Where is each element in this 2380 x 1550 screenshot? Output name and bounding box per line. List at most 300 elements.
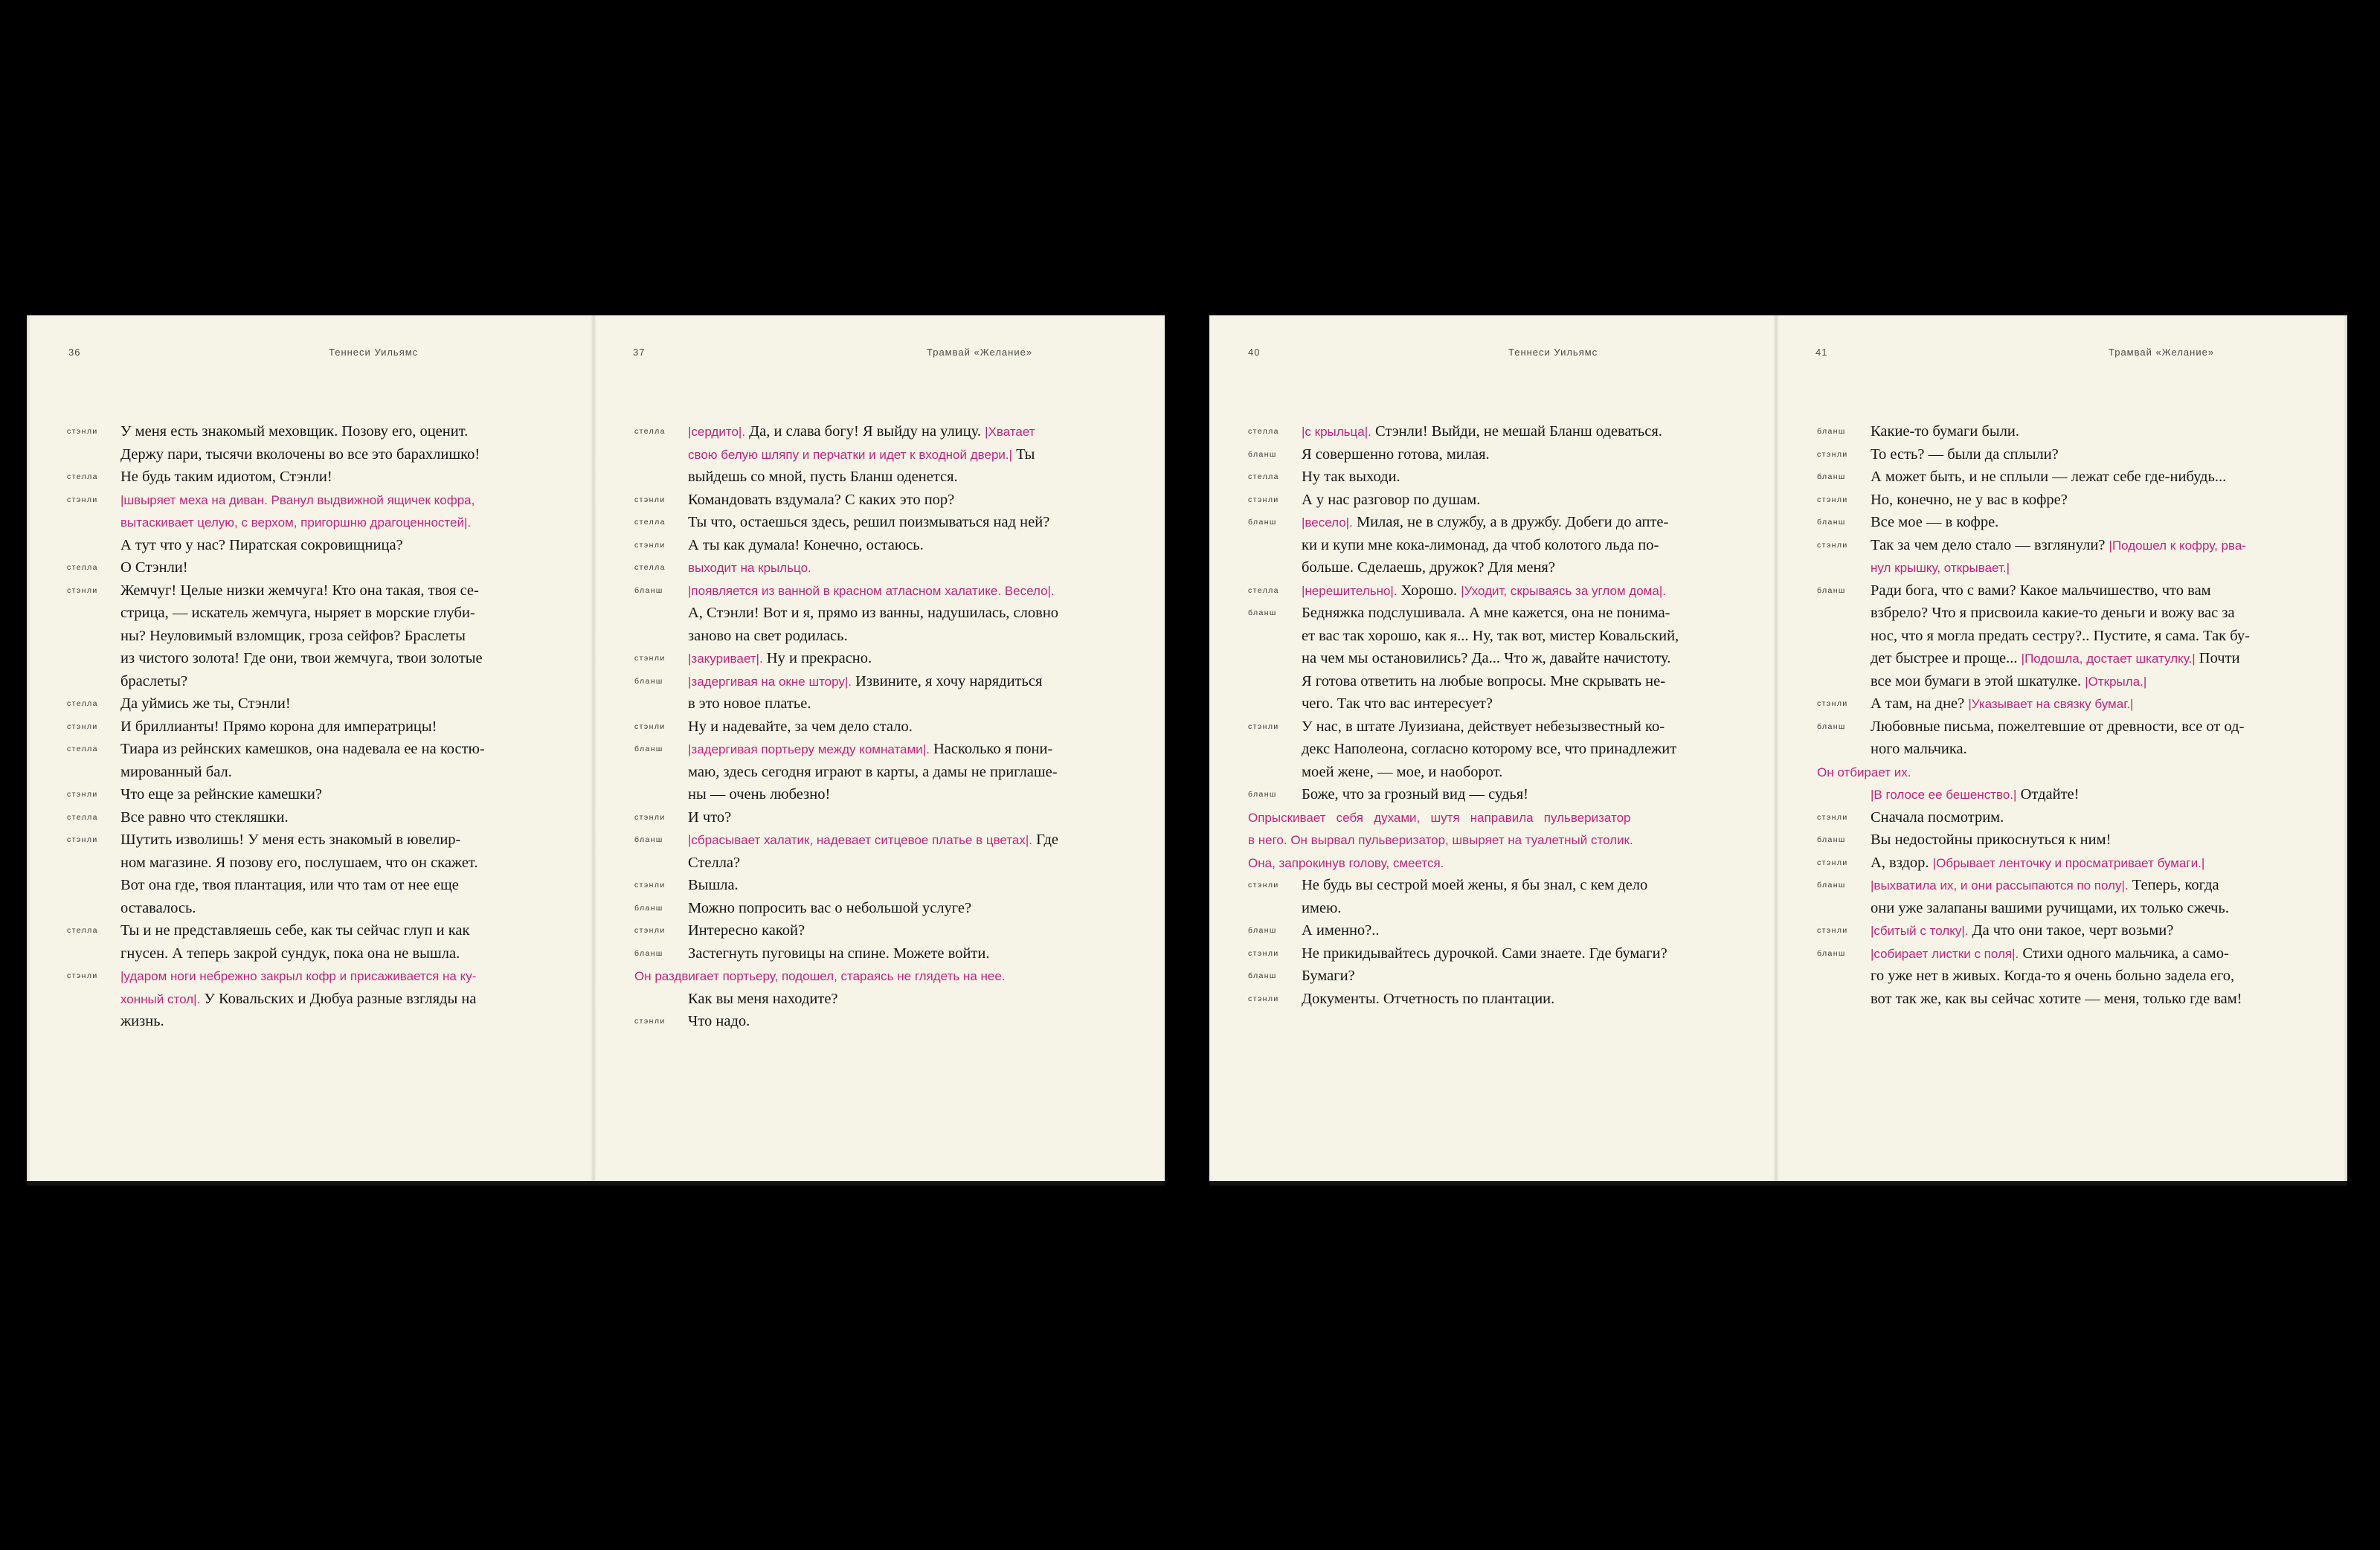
speaker-name: бланш	[1248, 449, 1277, 459]
stage-direction: |Указывает на связку бумаг.|	[1968, 697, 2134, 711]
dialogue-text: И бриллианты! Прямо корона для императрицы!	[120, 718, 437, 735]
text-line	[1248, 602, 1679, 625]
text-line	[634, 942, 1058, 965]
text-line	[1302, 534, 1679, 557]
text-line	[634, 1010, 1058, 1033]
dialogue-text: Ну и надевайте, за чем дело стало.	[688, 718, 913, 735]
text-line	[120, 534, 485, 557]
stage-direction: |сердито|.	[688, 425, 746, 439]
text-line	[1248, 829, 1679, 852]
text-line	[1248, 988, 1679, 1011]
text-line	[67, 466, 485, 489]
stage-direction: Он раздвигает портьеру, подошел, стараясь не глядеть на нее.	[634, 969, 1006, 983]
speaker-name: стэнли	[634, 926, 666, 935]
stage-direction: |сбитый с толку|.	[1871, 924, 1969, 938]
stage-direction: |собирает листки с поля|.	[1871, 946, 2019, 961]
dialogue-text: У нас, в штате Луизиана, действует небезызвестный ко-	[1302, 718, 1665, 735]
stage-direction: |швыряет меха на диван. Рванул выдвижной ящичек кофра,	[120, 492, 475, 507]
text-line	[1248, 874, 1679, 897]
stage-direction: Она, запрокинув голову, смеется.	[1248, 855, 1444, 870]
speaker-name: бланш	[1248, 971, 1277, 980]
text-line	[1871, 897, 2250, 920]
dialogue-text: Все мое — в кофре.	[1871, 514, 1999, 530]
stage-direction: |задергивая на окне штору|.	[688, 674, 852, 689]
text-line	[1817, 443, 2250, 466]
speaker-name: бланш	[1248, 926, 1277, 935]
text-line	[120, 942, 485, 965]
text-line	[120, 1010, 485, 1033]
dialogue-text: стрица, — искатель жемчуга, ныряет в морские глуби-	[120, 605, 475, 621]
dialogue-text: маю, здесь сегодня играют в карты, а дамы не приглаше-	[688, 763, 1058, 780]
dialogue-text: Теперь, когда	[2128, 877, 2219, 893]
stage-direction: свою белую шляпу и перчатки и идет к входной двери.|	[688, 447, 1013, 462]
text-line	[1817, 942, 2250, 965]
speaker-name: стелла	[67, 699, 98, 708]
speaker-name: бланш	[1248, 608, 1277, 617]
stage-direction: |нерешительно|.	[1302, 583, 1398, 598]
speaker-name: стелла	[67, 926, 98, 935]
text-line	[634, 420, 1058, 443]
text-line	[1871, 783, 2250, 806]
speaker-name: бланш	[634, 948, 663, 958]
text-line	[1817, 579, 2250, 602]
text-line	[634, 647, 1058, 670]
speaker-name: стэнли	[67, 721, 98, 731]
text-line	[1817, 829, 2250, 852]
speaker-name: бланш	[634, 903, 663, 913]
dialogue-text: в это новое платье.	[688, 695, 811, 712]
text-line	[1248, 806, 1679, 829]
speaker-name: стэнли	[67, 495, 98, 504]
text-line	[634, 829, 1058, 852]
dialogue-text: Вот она где, твоя плантация, или что там от нее еще	[120, 877, 459, 893]
dialogue-text: О Стэнли!	[120, 559, 188, 576]
speaker-name: стэнли	[1817, 858, 1848, 867]
text-line	[1248, 715, 1679, 739]
text-line	[688, 692, 1058, 715]
dialogue-text: Боже, что за грозный вид — судья!	[1302, 786, 1528, 803]
dialogue-text: декс Наполеона, согласно которому все, что принадлежит	[1302, 741, 1677, 757]
speaker-name: стэнли	[634, 881, 666, 890]
text-line	[67, 715, 485, 739]
stage-direction: |выхватила их, и они рассыпаются по полу|.	[1871, 878, 2129, 893]
text-line	[1302, 556, 1679, 579]
text-line	[1248, 420, 1679, 443]
speaker-name: стэнли	[1248, 721, 1279, 731]
text-line	[67, 919, 485, 942]
speaker-name: стэнли	[1248, 948, 1279, 958]
text-line	[688, 625, 1058, 648]
text-line	[688, 466, 1058, 489]
play-text	[1248, 420, 1679, 1010]
dialogue-text: Любовные письма, пожелтевшие от древности, все от од-	[1871, 718, 2245, 735]
text-line	[634, 806, 1058, 829]
text-line	[634, 874, 1058, 897]
text-line	[1248, 579, 1679, 602]
text-line	[120, 602, 485, 625]
text-line	[1871, 556, 2250, 579]
text-line	[1248, 489, 1679, 512]
dialogue-text: Шутить изволишь! У меня есть знакомый в ювелир-	[120, 832, 461, 848]
text-line	[67, 692, 485, 715]
text-line	[688, 852, 1058, 875]
dialogue-text: Можно попросить вас о небольшой услуге?	[688, 899, 972, 916]
speaker-name: стэнли	[1817, 812, 1848, 822]
page-41	[1778, 315, 2347, 1181]
speaker-name: стелла	[67, 563, 98, 572]
speaker-name: стэнли	[67, 790, 98, 799]
dialogue-text: Ради бога, что с вами? Какое мальчишество, что вам	[1871, 582, 2211, 599]
dialogue-text: Командовать вздумала? С каких это пор?	[688, 491, 955, 508]
dialogue-text: Извините, я хочу нарядиться	[852, 672, 1043, 689]
speaker-name: стэнли	[67, 835, 98, 844]
running-head: Трамвай «Желание»	[927, 347, 1033, 358]
play-text	[634, 420, 1059, 1033]
dialogue-text: ны — очень любезно!	[688, 786, 831, 803]
text-line	[67, 965, 485, 988]
dialogue-text: Я совершенно готова, милая.	[1302, 446, 1490, 463]
text-line	[634, 556, 1058, 579]
text-line	[1302, 625, 1679, 648]
stage-direction: |В голосе ее бешенство.|	[1871, 788, 2017, 802]
text-line	[67, 579, 485, 602]
text-line	[1302, 761, 1679, 784]
dialogue-text: Жемчуг! Целые низки жемчуга! Кто она такая, твоя се-	[120, 582, 479, 599]
speaker-name: бланш	[1248, 790, 1277, 799]
dialogue-text: дет быстрее и проще...	[1871, 650, 2022, 666]
dialogue-text: взбрело? Что я присвоила какие-то деньги и вожу вас за	[1871, 605, 2235, 621]
page-edge	[2344, 315, 2347, 1181]
text-line	[1302, 647, 1679, 670]
text-line	[688, 443, 1058, 466]
play-text	[67, 420, 485, 1033]
dialogue-text: Хорошо.	[1397, 582, 1461, 599]
text-line	[67, 489, 485, 512]
stage-direction: |с крыльца|.	[1302, 425, 1371, 439]
text-line	[1817, 511, 2250, 534]
speaker-name: стэнли	[1817, 926, 1848, 935]
speaker-name: бланш	[1817, 721, 1846, 731]
dialogue-text: Насколько я пони-	[929, 741, 1053, 757]
speaker-name: стелла	[1248, 585, 1279, 595]
speaker-name: стэнли	[634, 1017, 666, 1026]
text-line	[1817, 919, 2250, 942]
speaker-name: стэнли	[67, 585, 98, 595]
speaker-name: стелла	[1248, 427, 1279, 436]
text-line	[120, 511, 485, 534]
text-line	[120, 988, 485, 1011]
dialogue-text: браслеты?	[120, 672, 188, 689]
dialogue-text: Да что они такое, черт возьми?	[1968, 922, 2174, 939]
text-line	[1248, 919, 1679, 942]
stage-direction: |закуривает|.	[688, 652, 763, 666]
dialogue-text: Вышла.	[688, 877, 739, 893]
text-line	[634, 511, 1058, 534]
dialogue-text: Стэнли! Выйди, не мешай Бланш одеваться.	[1371, 423, 1662, 440]
speaker-name: бланш	[634, 676, 663, 686]
text-line	[1817, 761, 2250, 784]
dialogue-text: ного мальчика.	[1871, 741, 1967, 757]
stage-direction: |появляется из ванной в красном атласном халатике. Весело|.	[688, 583, 1055, 598]
dialogue-text: жизнь.	[120, 1013, 164, 1029]
text-line	[1871, 647, 2250, 670]
dialogue-text: выйдешь со мной, пусть Бланш оденется.	[688, 469, 958, 485]
dialogue-text: ны? Неуловимый взломщик, гроза сейфов? Браслеты	[120, 627, 466, 644]
stage-direction: Опрыскивает себя духами, шутя направила пульверизатор	[1248, 810, 1631, 825]
dialogue-text: Не прикидывайтесь дурочкой. Сами знаете. Где бумаги?	[1302, 945, 1667, 962]
stage-direction: |задергивая портьеру между комнатами|.	[688, 742, 930, 756]
play-text	[1817, 420, 2250, 1010]
text-line	[1871, 602, 2250, 625]
dialogue-text: У меня есть знакомый меховщик. Позову его, оценит.	[120, 423, 469, 440]
dialogue-text: гнусен. А теперь закрой сундук, пока она не вышла.	[120, 945, 460, 962]
dialogue-text: Ты и не представляешь себе, как ты сейчас глуп и как	[120, 922, 470, 939]
dialogue-text: Да, и слава богу! Я выйду на улицу.	[745, 423, 985, 440]
dialogue-text: вот так же, как вы сейчас хотите — меня, только где вам!	[1871, 990, 2242, 1007]
dialogue-text: То есть? — были да сплыли?	[1871, 446, 2059, 463]
dialogue-text: Сначала посмотрим.	[1871, 808, 2004, 826]
dialogue-text: Милая, не в службу, а в дружбу. Добеги до апте-	[1352, 514, 1669, 530]
text-line	[1817, 534, 2250, 557]
text-line	[67, 829, 485, 852]
dialogue-text: У Ковальских и Дюбуа разные взгляды на	[200, 990, 477, 1007]
dialogue-text: ном магазине. Я позову его, послушаем, что он скажет.	[120, 854, 478, 871]
text-line	[1248, 466, 1679, 489]
dialogue-text: из чистого золота! Где они, твои жемчуга, твои золотые	[120, 650, 483, 666]
text-line	[634, 965, 1058, 988]
dialogue-text: Ну так выходи.	[1302, 469, 1400, 485]
stage-direction: |весело|.	[1302, 515, 1353, 530]
page-number: 41	[1815, 347, 1828, 358]
dialogue-text: оставалось.	[120, 899, 196, 916]
dialogue-text: Стелла?	[688, 854, 741, 871]
dialogue-text: чего. Так что вас интересует?	[1302, 695, 1493, 712]
text-line	[1248, 443, 1679, 466]
text-line	[67, 556, 485, 579]
speaker-name: стэнли	[634, 721, 666, 731]
text-line	[634, 715, 1058, 739]
text-line	[1248, 511, 1679, 534]
speaker-name: бланш	[1817, 948, 1846, 958]
speaker-name: стэнли	[1817, 449, 1848, 459]
text-line	[688, 783, 1058, 806]
dialogue-text: А, вздор.	[1871, 854, 1933, 871]
text-line	[688, 761, 1058, 784]
dialogue-text: Не будь вы сестрой моей жены, я бы знал, с кем дело	[1302, 877, 1648, 893]
text-line	[1248, 783, 1679, 806]
text-line	[120, 874, 485, 897]
speaker-name: стэнли	[1817, 495, 1848, 504]
stage-direction: нул крышку, открывает.|	[1871, 561, 2010, 575]
dialogue-text: Застегнуть пуговицы на спине. Можете войти.	[688, 945, 990, 962]
text-line	[634, 738, 1058, 761]
stage-direction: |Подошел к кофру, рва-	[2109, 538, 2246, 553]
page-number: 40	[1248, 347, 1261, 358]
dialogue-text: Интересно какой?	[688, 922, 805, 939]
speaker-name: бланш	[1817, 585, 1846, 595]
speaker-name: стэнли	[67, 971, 98, 980]
speaker-name: бланш	[1248, 518, 1277, 527]
text-line	[67, 783, 485, 806]
text-line	[120, 897, 485, 920]
dialogue-text: Отдайте!	[2016, 786, 2080, 803]
text-line	[120, 625, 485, 648]
dialogue-text: имею.	[1302, 899, 1342, 916]
dialogue-text: И что?	[688, 808, 732, 826]
page-36	[27, 315, 596, 1181]
dialogue-text: Стихи одного мальчика, а само-	[2019, 945, 2229, 962]
text-line	[1871, 988, 2250, 1011]
text-line	[634, 579, 1058, 602]
text-line	[120, 443, 485, 466]
text-line	[1871, 965, 2250, 988]
dialogue-text: Бумаги?	[1302, 968, 1355, 984]
stage-direction: выходит на крыльцо.	[688, 561, 811, 575]
dialogue-text: Вы недостойны прикоснуться к ним!	[1871, 832, 2112, 848]
text-line	[67, 420, 485, 443]
dialogue-text: ки и купи мне кока-лимонад, да чтоб колотого льда по-	[1302, 536, 1659, 553]
stage-direction: |Открыла.|	[2085, 674, 2147, 689]
stage-direction: |ударом ноги небрежно закрыл кофр и присаживается на ку-	[120, 969, 477, 983]
speaker-name: стелла	[1248, 472, 1279, 481]
speaker-name: стэнли	[634, 495, 666, 504]
dialogue-text: Не будь таким идиотом, Стэнли!	[120, 469, 332, 485]
text-line	[1817, 466, 2250, 489]
text-line	[1871, 738, 2250, 761]
speaker-name: стелла	[634, 563, 666, 572]
text-line	[1817, 874, 2250, 897]
dialogue-text: Где	[1032, 832, 1058, 848]
text-line	[67, 806, 485, 829]
dialogue-text: А тут что у нас? Пиратская сокровищница?	[120, 536, 403, 553]
speaker-name: стэнли	[634, 540, 666, 550]
text-line	[1817, 806, 2250, 829]
stage-direction: Он отбирает их.	[1817, 765, 1911, 779]
speaker-name: стелла	[634, 518, 666, 527]
book-spread-left	[27, 315, 1165, 1181]
book-spread-right	[1209, 315, 2347, 1181]
speaker-name: бланш	[1817, 835, 1846, 844]
dialogue-text: Как вы меня находите?	[688, 990, 838, 1007]
dialogue-text: Так за чем дело стало — взглянули?	[1871, 536, 2109, 553]
speaker-name: бланш	[1817, 472, 1846, 481]
text-line	[1871, 625, 2250, 648]
text-line	[688, 602, 1058, 625]
stage-direction: в него. Он вырвал пульверизатор, швыряет на туалетный столик.	[1248, 833, 1633, 847]
dialogue-text: го уже нет в живых. Когда-то я очень больно задела его,	[1871, 968, 2235, 984]
stage-direction: |Подошла, достает шкатулку.|	[2021, 652, 2196, 666]
text-line	[634, 897, 1058, 920]
speaker-name: бланш	[634, 835, 663, 844]
dialogue-text: Держу пари, тысячи вколочены во все это барахлишко!	[120, 446, 480, 463]
text-line	[120, 761, 485, 784]
text-line	[1871, 670, 2250, 693]
speaker-name: стелла	[67, 812, 98, 822]
text-line	[1302, 692, 1679, 715]
stage-direction: |Обрывает ленточку и просматривает бумаги.|	[1932, 855, 2205, 870]
speaker-name: стэнли	[634, 812, 666, 822]
dialogue-text: А именно?..	[1302, 922, 1380, 939]
dialogue-text: ет вас так хорошо, как я... Ну, так вот, мистер Ковальский,	[1302, 627, 1679, 644]
text-line	[1302, 897, 1679, 920]
dialogue-text: Почти	[2195, 650, 2240, 666]
dialogue-text: Да уймись же ты, Стэнли!	[120, 695, 291, 712]
text-line	[1248, 942, 1679, 965]
page-40	[1209, 315, 1778, 1181]
speaker-name: бланш	[634, 745, 663, 753]
dialogue-text: на чем мы остановились? Да... Что ж, давайте начистоту.	[1302, 650, 1671, 666]
dialogue-text: Я готова ответить на любые вопросы. Мне скрывать не-	[1302, 672, 1666, 689]
dialogue-text: Бедняжка подслушивала. А мне кажется, она не понима-	[1302, 605, 1670, 621]
text-line	[1248, 965, 1679, 988]
text-line	[1817, 692, 2250, 715]
speaker-name: стэнли	[1248, 495, 1279, 504]
text-line	[67, 738, 485, 761]
page-number: 37	[633, 347, 646, 358]
dialogue-text: больше. Сделаешь, дружок? Для меня?	[1302, 559, 1555, 576]
text-line	[634, 489, 1058, 512]
speaker-name: стэнли	[67, 427, 98, 436]
running-head: Трамвай «Желание»	[2109, 347, 2215, 358]
text-line	[1817, 852, 2250, 875]
speaker-name: стэнли	[1817, 699, 1848, 708]
dialogue-text: А, Стэнли! Вот и я, прямо из ванны, надушилась, словно	[688, 605, 1059, 621]
dialogue-text: А там, на дне?	[1871, 695, 1969, 712]
dialogue-text: Документы. Отчетность по плантации.	[1302, 990, 1555, 1007]
speaker-name: бланш	[1817, 518, 1846, 527]
dialogue-text: заново на свет родилась.	[688, 627, 848, 644]
dialogue-text: Ну и прекрасно.	[762, 650, 872, 666]
text-line	[634, 919, 1058, 942]
stage-direction: вытаскивает целую, с верхом, пригоршню драгоценностей|.	[120, 515, 472, 530]
text-line	[1248, 852, 1679, 875]
dialogue-text: А у нас разговор по душам.	[1302, 491, 1481, 508]
speaker-name: стэнли	[1817, 540, 1848, 550]
running-head: Теннеси Уильямс	[1508, 347, 1598, 358]
stage-direction: |Уходит, скрываясь за углом дома|.	[1461, 583, 1666, 598]
dialogue-text: Тиара из рейнских камешков, она надевала ее на костю-	[120, 741, 485, 757]
text-line	[1817, 715, 2250, 739]
text-line	[1817, 420, 2250, 443]
text-line	[634, 534, 1058, 557]
page-37	[596, 315, 1165, 1181]
dialogue-text: Какие-то бумаги были.	[1871, 423, 2020, 440]
dialogue-text: Ты	[1012, 446, 1035, 463]
text-line	[1817, 489, 2250, 512]
speaker-name: стэнли	[1248, 881, 1279, 890]
dialogue-text: А может быть, и не сплыли — лежат себе где-нибудь...	[1871, 469, 2227, 485]
speaker-name: стэнли	[634, 654, 666, 663]
dialogue-text: А ты как думала! Конечно, остаюсь.	[688, 536, 924, 553]
dialogue-text: Все равно что стекляшки.	[120, 808, 289, 826]
text-line	[120, 647, 485, 670]
dialogue-text: Что еще за рейнские камешки?	[120, 786, 322, 803]
dialogue-text: нос, что я могла предать сестру?.. Пустите, я сама. Так бу-	[1871, 627, 2250, 644]
dialogue-text: Но, конечно, не у вас в кофре?	[1871, 491, 2068, 508]
text-line	[634, 670, 1058, 693]
dialogue-text: они уже залапаны вашими ручищами, их только сжечь.	[1871, 899, 2229, 916]
speaker-name: стелла	[67, 472, 98, 481]
running-head: Теннеси Уильямс	[329, 347, 419, 358]
text-line	[120, 670, 485, 693]
speaker-name: стэнли	[1248, 994, 1279, 1003]
dialogue-text: моей жене, — мое, и наоборот.	[1302, 763, 1503, 780]
page-number: 36	[68, 347, 81, 358]
speaker-name: бланш	[1817, 427, 1846, 436]
text-line	[1302, 670, 1679, 693]
dialogue-text: Что надо.	[688, 1013, 750, 1029]
dialogue-text: Ты что, остаешься здесь, решил поизмываться над ней?	[688, 514, 1050, 530]
